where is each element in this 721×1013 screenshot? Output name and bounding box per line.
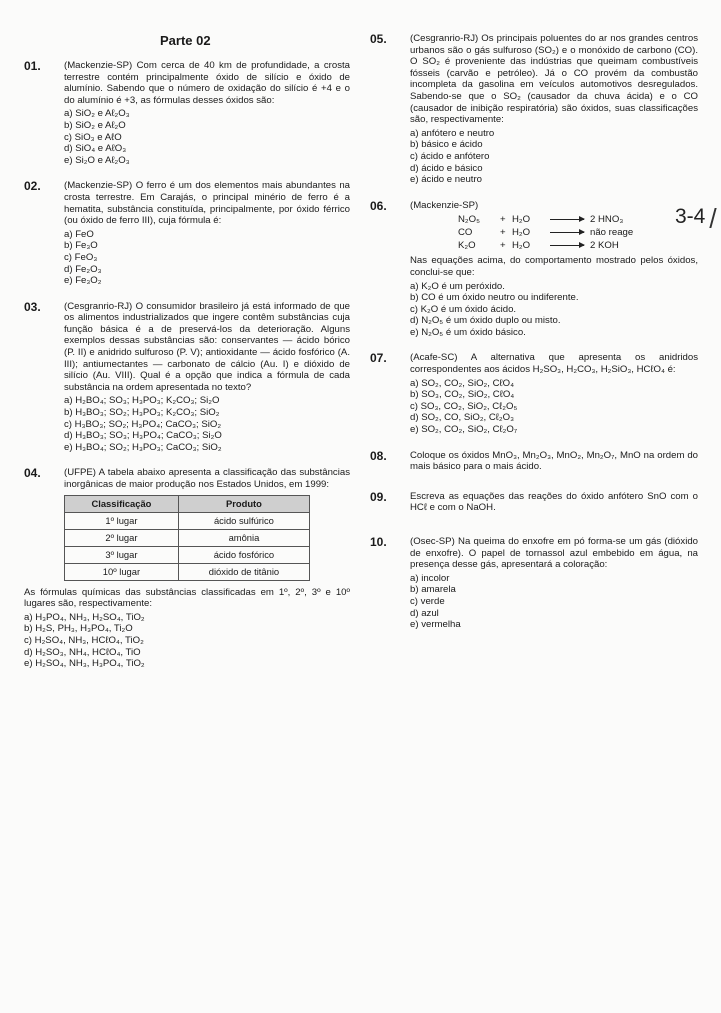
option-e[interactable]: e) H₃BO₄; SO₂; H₃PO₃; CaCO₃; SiO₂ [64, 441, 222, 453]
table-cell: ácido sulfúrico [178, 512, 309, 529]
table-row [65, 529, 310, 546]
option-b[interactable]: b) SiO₂ e Aℓ₂O [64, 119, 126, 131]
question-text: (Mackenzie-SP) Com cerca de 40 km de profundidade, a crosta terrestre contém principalmente óxido de silício e óxido de alumínio. Sabendo que o número de oxidação do silício é +4 e o do alumínio é +3, as fórmulas desses óxidos são: [64, 60, 350, 106]
option-c[interactable]: c) verde [410, 595, 445, 607]
question-number: 05. [370, 32, 387, 46]
question-text: (UFPE) A tabela abaixo apresenta a classificação das substâncias inorgânicas de maior produção nos Estados Unidos, em 1999: [64, 467, 350, 490]
options-list [24, 612, 350, 670]
option-b[interactable]: b) amarela [410, 584, 456, 596]
option-d[interactable]: d) H₃BO₃; SO₃; H₃PO₄; CaCO₃; Si₂O [64, 430, 222, 442]
reactant-b: H₂O [512, 227, 531, 239]
question-10 [370, 536, 698, 631]
option-a[interactable]: a) H₃PO₄, NH₃, H₂SO₄, TiO₂ [24, 611, 145, 623]
option-a[interactable]: a) anfótero e neutro [410, 127, 495, 139]
product: não reage [590, 227, 634, 239]
arrow-icon [550, 232, 584, 233]
option-a[interactable]: a) H₂BO₄; SO₃; H₃PO₃; K₂CO₃; Si₂O [64, 395, 220, 407]
option-b[interactable]: b) CO é um óxido neutro ou indiferente. [410, 292, 579, 304]
options-list [64, 108, 350, 166]
reactant-a: CO [458, 227, 473, 239]
options-list [410, 378, 698, 436]
equation-row [458, 226, 698, 239]
option-c[interactable]: c) SO₃, CO₂, SiO₂, Cℓ₂O₅ [410, 400, 518, 412]
table-cell: 3º lugar [65, 546, 179, 563]
page-edge-mark [709, 208, 716, 228]
table-header-row [65, 495, 310, 512]
question-number: 03. [24, 299, 41, 314]
question-text: Escreva as equações das reações do óxido anfótero SnO com o HCℓ e com o NaOH. [410, 490, 698, 514]
question-01 [24, 60, 350, 166]
table-row [65, 563, 310, 580]
equation-row [458, 213, 698, 226]
option-e[interactable]: e) vermelha [410, 619, 461, 631]
question-08 [370, 450, 698, 473]
option-b[interactable]: b) Fe₃O [64, 240, 98, 252]
option-d[interactable]: d) H₂SO₃, NH₄, HCℓO₄, TiO [24, 646, 141, 658]
question-text: (Cesgranrio-RJ) Os principais poluentes do ar nos grandes centros urbanos são o gás sulfuroso (SO₂) e o monóxido de carbono (CO). O SO₂ é proveniente das indústrias que queimam combustíveis fósseis (carvão e petróleo). Já o CO provém da combustão incompleta da gasolina em veículos automotivos desregulados. Sabendo-se que o SO₂ (causador da chuva ácida) e o CO (causador de inibição respiratória) são óxidos, suas classificações são, respectivamente: [410, 33, 698, 126]
question-07 [370, 352, 698, 435]
question-05 [370, 33, 698, 186]
right-column [370, 33, 698, 641]
table-row [65, 546, 310, 563]
equation-row [458, 239, 698, 252]
option-a[interactable]: a) K₂O é um peróxido. [410, 280, 505, 292]
question-number: 10. [370, 535, 387, 549]
question-number: 06. [370, 198, 387, 213]
question-number: 01. [24, 59, 41, 73]
option-e[interactable]: e) N₂O₅ é um óxido básico. [410, 326, 526, 338]
option-d[interactable]: d) Fe₂O₃ [64, 263, 102, 275]
reactant-a: N₂O₅ [458, 214, 480, 226]
question-text: (Mackenzie-SP) O ferro é um dos elementos mais abundantes na crosta terrestre. Em Carajás, o principal minério de ferro é a hematita, substância constituída, principalmente, por óxido férrico (ou óxido de ferro III), cuja fórmula é: [64, 180, 350, 227]
equations-block [410, 213, 698, 252]
table-cell: 10º lugar [65, 563, 179, 580]
product: 2 KOH [590, 240, 619, 252]
arrow-icon [550, 245, 584, 246]
question-number: 07. [370, 351, 387, 366]
table-cell: dióxido de titânio [178, 563, 309, 580]
table-cell: ácido fosfórico [178, 546, 309, 563]
question-number: 04. [24, 466, 41, 481]
question-04 [24, 467, 350, 669]
option-a[interactable]: a) incolor [410, 572, 450, 584]
option-c[interactable]: c) ácido e anfótero [410, 150, 490, 162]
option-d[interactable]: d) SiO₄ e AℓO₃ [64, 143, 127, 155]
option-d[interactable]: d) ácido e básico [410, 162, 483, 174]
question-followup-text: Nas equações acima, do comportamento mostrado pelos óxidos, conclui-se que: [410, 255, 698, 278]
page-title: Parte 02 [160, 33, 211, 48]
reactant-b: H₂O [512, 240, 531, 252]
option-b[interactable]: b) H₂S, PH₃, H₃PO₄, Ti₂O [24, 623, 133, 635]
option-d[interactable]: d) N₂O₅ é um óxido duplo ou misto. [410, 315, 561, 327]
table-header: Classificação [65, 495, 179, 512]
question-number: 02. [24, 179, 41, 194]
question-text: Coloque os óxidos MnO₃, Mn₂O₃, MnO₂, Mn₂O₇, MnO na ordem do mais básico para o mais ácido. [410, 449, 698, 473]
table-cell: 1º lugar [65, 512, 179, 529]
question-03 [24, 301, 350, 454]
option-e[interactable]: e) ácido e neutro [410, 174, 482, 186]
table-cell: amônia [178, 529, 309, 546]
options-list [64, 229, 350, 287]
question-followup-text: As fórmulas químicas das substâncias classificadas em 1º, 2º, 3º e 10º lugares são, respectivamente: [24, 586, 350, 610]
arrow-icon [550, 219, 584, 220]
option-c[interactable]: c) H₂SO₄, NH₃, HCℓO₄, TiO₂ [24, 634, 144, 646]
options-list [64, 395, 350, 453]
reactant-a: K₂O [458, 240, 476, 252]
option-a[interactable]: a) SiO₂ e Aℓ₂O₃ [64, 108, 130, 120]
table-header: Produto [178, 495, 309, 512]
options-list [410, 573, 698, 631]
table-row [65, 512, 310, 529]
option-b[interactable]: b) SO₃, CO₂, SiO₂, CℓO₄ [410, 389, 515, 401]
option-c[interactable]: c) H₃BO₃; SO₂; H₃PO₄; CaCO₃; SiO₂ [64, 418, 222, 430]
option-c[interactable]: c) SiO₃ e AℓO [64, 131, 122, 143]
product: 2 HNO₃ [590, 214, 624, 226]
option-a[interactable]: a) SO₂, CO₂, SiO₂, CℓO₄ [410, 377, 515, 389]
option-e[interactable]: e) SO₂, CO₂, SiO₂, Cℓ₂O₇ [410, 424, 518, 436]
option-b[interactable]: b) H₃BO₃; SO₂; H₃PO₃; K₂CO₃; SiO₂ [64, 407, 220, 419]
question-06 [370, 200, 698, 339]
options-list [410, 128, 698, 186]
table-cell: 2º lugar [65, 529, 179, 546]
options-list [410, 281, 698, 339]
question-09 [370, 491, 698, 514]
option-e[interactable]: e) Si₂O e Aℓ₂O₃ [64, 154, 130, 166]
reactant-b: H₂O [512, 214, 531, 226]
option-c[interactable]: c) K₂O é um óxido ácido. [410, 303, 517, 315]
classification-table [64, 495, 310, 581]
question-number: 09. [370, 489, 387, 504]
plus-sign: + [500, 227, 506, 239]
question-number: 08. [370, 448, 387, 463]
option-d[interactable]: d) SO₂, CO, SiO₂, Cℓ₂O₃ [410, 412, 515, 424]
option-c[interactable]: c) FeO₃ [64, 251, 98, 263]
question-text: (Acafe-SC) A alternativa que apresenta os anidridos correspondentes aos ácidos H₂SO₃, H₂CO₃, H₂SiO₃, HCℓO₄ é: [410, 352, 698, 376]
question-02 [24, 180, 350, 286]
question-text: (Osec-SP) Na queima do enxofre em pó forma-se um gás (dióxido de enxofre). O papel de tornassol azul embebido em água, na presença desse gás, apresentará a coloração: [410, 536, 698, 571]
question-text: (Mackenzie-SP) [410, 199, 479, 211]
option-b[interactable]: b) básico e ácido [410, 139, 483, 151]
question-text: (Cesgranrio-RJ) O consumidor brasileiro já está informado de que os alimentos industrializados que ingere contêm substâncias cuja função básica é a de preservá-los da deterioração. Alguns exemplos dessas substâncias são: conservantes — ácido bórico (P. II) e anidrido sulfuroso (P. V); antioxidante — ácido fosfórico (A. III); antiumectantes — carbonato de cálcio (Au. I) e dióxido de silício (Au. VIII). Qual é a opção que indica a fórmula de cada substância na ordem apresentada no texto? [64, 300, 350, 393]
plus-sign: + [500, 214, 506, 226]
option-a[interactable]: a) FeO [64, 228, 94, 240]
left-column [24, 60, 350, 680]
side-tab-label: 3-4 [675, 205, 706, 228]
plus-sign: + [500, 240, 506, 252]
option-e[interactable]: e) H₂SO₄, NH₃, H₃PO₄, TiO₂ [24, 658, 145, 670]
option-e[interactable]: e) Fe₃O₂ [64, 275, 102, 287]
option-d[interactable]: d) azul [410, 607, 439, 619]
